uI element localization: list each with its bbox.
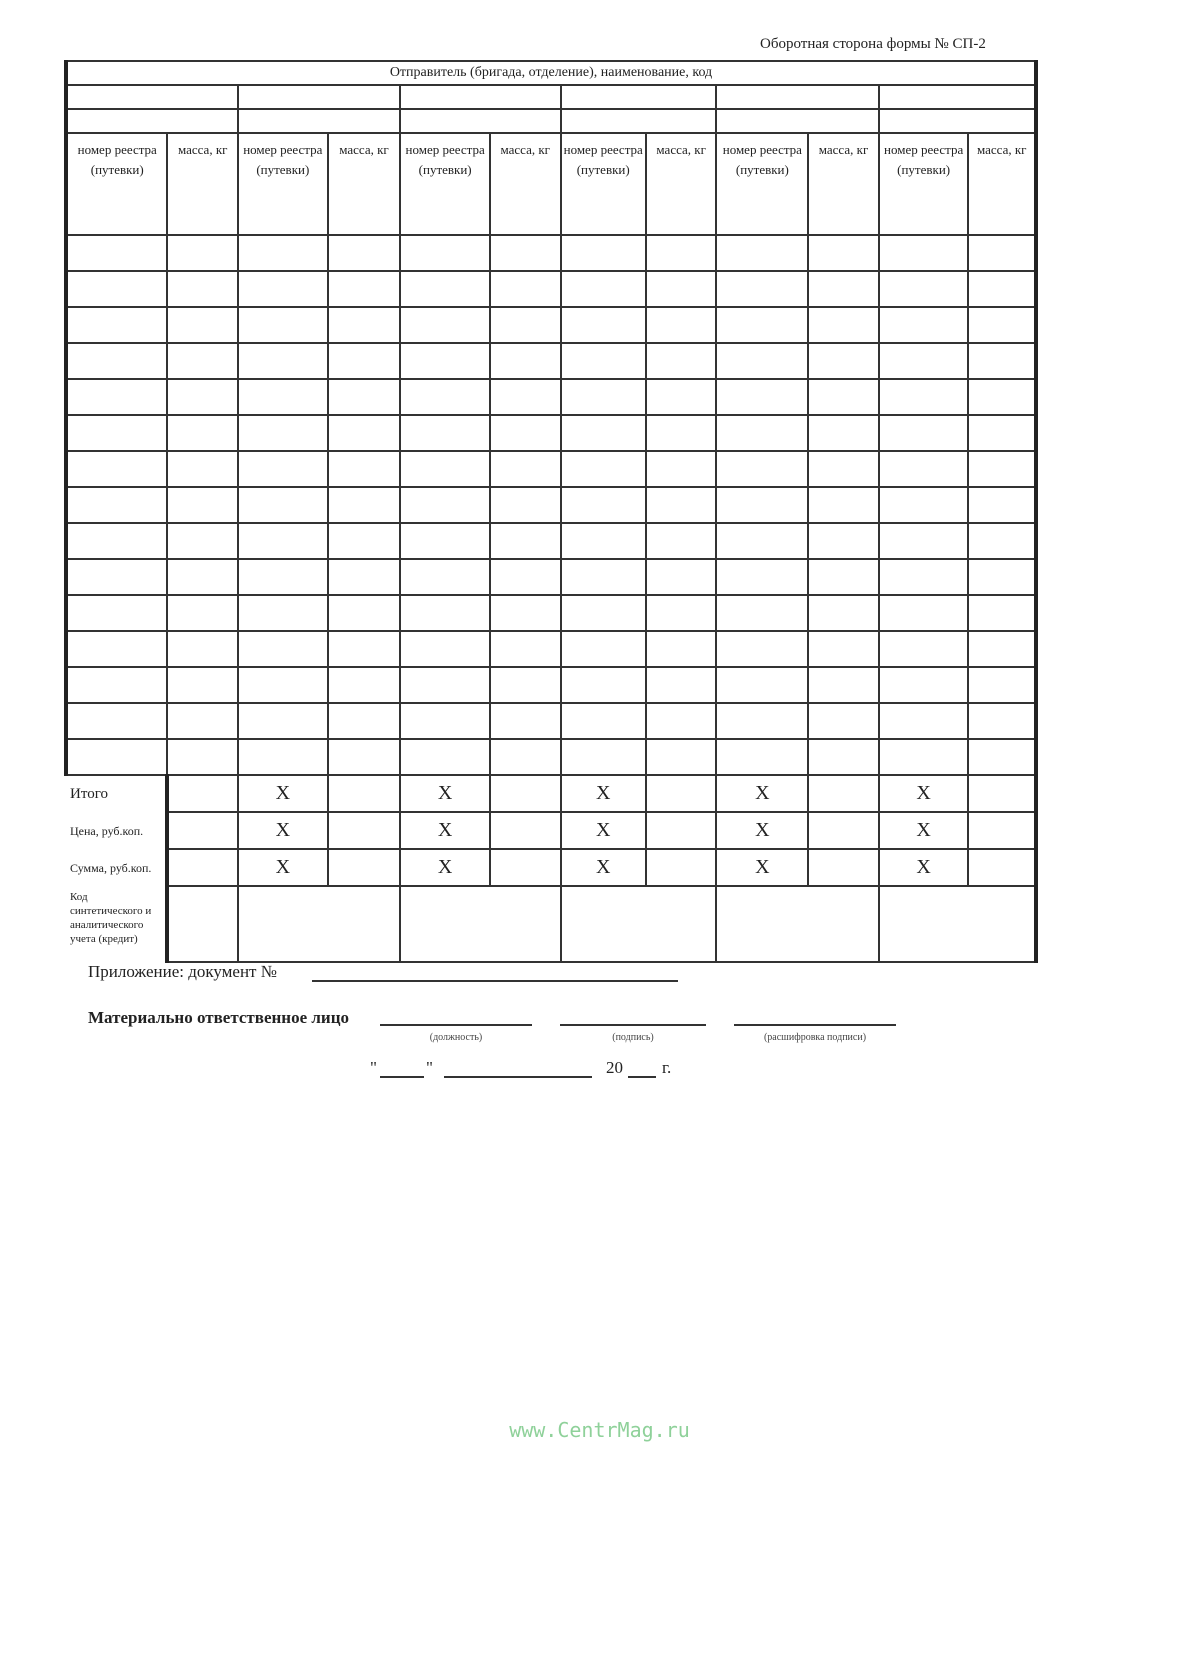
table-cell <box>167 631 237 667</box>
table-cell <box>400 631 490 667</box>
sender-cell <box>561 85 717 109</box>
table-row <box>66 487 1036 523</box>
table-cell <box>808 235 878 271</box>
table-cell <box>561 559 646 595</box>
sum-cell <box>167 812 237 849</box>
date-quote-close: " <box>426 1058 433 1077</box>
sum-cell <box>808 812 878 849</box>
sender-cell <box>561 109 717 133</box>
attachment-label: Приложение: документ № <box>88 962 277 981</box>
x-mark: Х <box>400 775 490 812</box>
table-cell <box>968 271 1036 307</box>
table-cell <box>490 415 560 451</box>
table-cell <box>66 739 167 775</box>
table-cell <box>879 235 969 271</box>
table-row <box>66 631 1036 667</box>
table-cell <box>646 631 716 667</box>
table-cell <box>808 739 878 775</box>
table-cell <box>238 595 328 631</box>
table-cell <box>66 235 167 271</box>
column-header-number: номер реестра (путевки) <box>716 133 808 235</box>
table-cell <box>238 235 328 271</box>
table-cell <box>561 235 646 271</box>
table-cell <box>66 559 167 595</box>
table-cell <box>808 595 878 631</box>
table-cell <box>646 271 716 307</box>
table-cell <box>238 307 328 343</box>
table-cell <box>968 415 1036 451</box>
table-cell <box>716 703 808 739</box>
watermark: www.CentrMag.ru <box>509 1418 690 1442</box>
table-cell <box>400 739 490 775</box>
x-mark: Х <box>400 812 490 849</box>
decoding-hint: (расшифровка подписи) <box>763 1032 867 1043</box>
table-cell <box>646 739 716 775</box>
table-cell <box>879 523 969 559</box>
table-cell <box>400 415 490 451</box>
table-cell <box>400 343 490 379</box>
column-header-number: номер реестра (путевки) <box>238 133 328 235</box>
table-cell <box>879 307 969 343</box>
table-cell <box>879 703 969 739</box>
table-cell <box>238 451 328 487</box>
table-cell <box>167 235 237 271</box>
table-row <box>66 703 1036 739</box>
table-cell <box>400 451 490 487</box>
table-cell <box>808 343 878 379</box>
table-cell <box>968 595 1036 631</box>
sum-cell <box>490 849 560 886</box>
table-cell <box>879 343 969 379</box>
table-cell <box>167 271 237 307</box>
table-cell <box>66 595 167 631</box>
table-cell <box>561 343 646 379</box>
sum-cell <box>968 849 1036 886</box>
code-cell <box>879 886 1036 962</box>
sender-cell <box>879 85 1036 109</box>
table-cell <box>968 235 1036 271</box>
x-mark: Х <box>400 849 490 886</box>
table-cell <box>716 739 808 775</box>
table-cell <box>238 415 328 451</box>
table-cell <box>238 631 328 667</box>
table-cell <box>716 559 808 595</box>
column-header-number: номер реестра (путевки) <box>879 133 969 235</box>
table-row <box>66 667 1036 703</box>
table-cell <box>646 343 716 379</box>
table-cell <box>561 703 646 739</box>
table-row <box>66 739 1036 775</box>
x-mark: Х <box>879 849 969 886</box>
table-cell <box>646 559 716 595</box>
column-header-mass: масса, кг <box>328 133 401 235</box>
table-cell <box>968 667 1036 703</box>
table-cell <box>646 703 716 739</box>
signature-hint: (подпись) <box>612 1032 654 1043</box>
x-mark: Х <box>716 812 808 849</box>
year-suffix: г. <box>662 1058 672 1077</box>
table-cell <box>238 559 328 595</box>
table-cell <box>808 667 878 703</box>
table-cell <box>328 667 401 703</box>
table-cell <box>490 739 560 775</box>
sender-cell <box>238 109 400 133</box>
table-cell <box>879 451 969 487</box>
year-line <box>628 1076 656 1078</box>
table-cell <box>490 235 560 271</box>
table-cell <box>238 379 328 415</box>
column-header-number: номер реестра (путевки) <box>400 133 490 235</box>
table-cell <box>716 523 808 559</box>
table-cell <box>716 307 808 343</box>
table-cell <box>646 487 716 523</box>
row-label-price: Цена, руб.коп. <box>70 823 144 838</box>
table-cell <box>167 739 237 775</box>
code-cell <box>167 886 237 962</box>
sum-cell <box>490 812 560 849</box>
table-cell <box>490 667 560 703</box>
table-cell <box>879 595 969 631</box>
table-cell <box>968 559 1036 595</box>
table-cell <box>328 271 401 307</box>
table-cell <box>561 307 646 343</box>
table-cell <box>400 487 490 523</box>
table-cell <box>808 559 878 595</box>
table-cell <box>328 595 401 631</box>
sender-cell <box>238 85 400 109</box>
day-line <box>380 1076 424 1078</box>
table-cell <box>66 379 167 415</box>
sender-cell <box>879 109 1036 133</box>
table-cell <box>716 235 808 271</box>
table-cell <box>716 487 808 523</box>
x-mark: Х <box>561 775 646 812</box>
x-mark: Х <box>879 812 969 849</box>
table-cell <box>646 451 716 487</box>
table-cell <box>490 703 560 739</box>
table-cell <box>328 307 401 343</box>
table-row <box>66 271 1036 307</box>
table-cell <box>490 379 560 415</box>
table-title: Отправитель (бригада, отделение), наименование, код <box>66 61 1036 85</box>
table-cell <box>167 307 237 343</box>
sum-cell <box>490 775 560 812</box>
table-cell <box>490 487 560 523</box>
table-cell <box>808 487 878 523</box>
position-hint: (должность) <box>429 1032 483 1043</box>
code-cell <box>561 886 717 962</box>
table-cell <box>328 487 401 523</box>
table-cell <box>968 523 1036 559</box>
table-cell <box>490 523 560 559</box>
sum-cell <box>808 849 878 886</box>
sum-cell <box>646 849 716 886</box>
table-cell <box>400 235 490 271</box>
x-mark: Х <box>879 775 969 812</box>
table-cell <box>66 307 167 343</box>
x-mark: Х <box>716 775 808 812</box>
table-cell <box>167 595 237 631</box>
table-cell <box>561 739 646 775</box>
table-cell <box>490 595 560 631</box>
sum-cell <box>808 775 878 812</box>
sender-cell <box>400 109 560 133</box>
table-cell <box>808 523 878 559</box>
attachment-line <box>312 980 678 982</box>
table-cell <box>400 379 490 415</box>
table-cell <box>879 415 969 451</box>
table-cell <box>968 631 1036 667</box>
table-cell <box>561 631 646 667</box>
table-cell <box>879 667 969 703</box>
table-cell <box>328 235 401 271</box>
table-cell <box>400 271 490 307</box>
month-line <box>444 1076 592 1078</box>
column-header-mass: масса, кг <box>968 133 1036 235</box>
x-mark: Х <box>561 849 646 886</box>
table-cell <box>646 307 716 343</box>
table-cell <box>400 667 490 703</box>
table-cell <box>167 523 237 559</box>
table-cell <box>808 271 878 307</box>
table-cell <box>968 739 1036 775</box>
table-cell <box>328 739 401 775</box>
table-row <box>66 343 1036 379</box>
table-cell <box>66 703 167 739</box>
table-row <box>66 523 1036 559</box>
table-cell <box>646 523 716 559</box>
sender-cell <box>716 109 878 133</box>
table-cell <box>716 595 808 631</box>
table-cell <box>968 343 1036 379</box>
table-cell <box>238 487 328 523</box>
table-cell <box>238 703 328 739</box>
table-cell <box>167 667 237 703</box>
decoding-line <box>734 1024 896 1026</box>
table-cell <box>561 379 646 415</box>
table-cell <box>238 667 328 703</box>
sum-cell <box>167 849 237 886</box>
table-cell <box>238 739 328 775</box>
table-cell <box>561 487 646 523</box>
table-cell <box>167 487 237 523</box>
table-cell <box>968 379 1036 415</box>
column-header-mass: масса, кг <box>646 133 716 235</box>
sum-cell <box>646 775 716 812</box>
table-cell <box>66 487 167 523</box>
table-cell <box>879 739 969 775</box>
table-cell <box>167 343 237 379</box>
table-cell <box>808 415 878 451</box>
table-cell <box>400 523 490 559</box>
form-caption: Оборотная сторона формы № СП-2 <box>760 36 986 52</box>
position-line <box>380 1024 532 1026</box>
table-cell <box>716 415 808 451</box>
table-cell <box>167 451 237 487</box>
table-cell <box>968 307 1036 343</box>
x-mark: Х <box>716 849 808 886</box>
table-cell <box>328 343 401 379</box>
table-cell <box>490 451 560 487</box>
table-cell <box>238 523 328 559</box>
table-cell <box>879 559 969 595</box>
sender-cell <box>716 85 878 109</box>
x-mark: Х <box>238 849 328 886</box>
table-cell <box>328 631 401 667</box>
table-cell <box>808 703 878 739</box>
table-cell <box>561 523 646 559</box>
responsible-label: Материально ответственное лицо <box>88 1008 350 1027</box>
table-cell <box>490 307 560 343</box>
table-cell <box>66 343 167 379</box>
table-cell <box>66 667 167 703</box>
table-cell <box>879 487 969 523</box>
column-header-mass: масса, кг <box>490 133 560 235</box>
sender-cell <box>66 109 238 133</box>
table-cell <box>490 343 560 379</box>
table-row <box>66 235 1036 271</box>
table-cell <box>238 343 328 379</box>
row-label-code: Код синтетического и аналитического учета (кредит) <box>70 891 152 945</box>
table-cell <box>238 271 328 307</box>
table-cell <box>646 667 716 703</box>
table-cell <box>716 631 808 667</box>
table-row <box>66 379 1036 415</box>
form-table <box>64 60 1038 963</box>
table-cell <box>561 451 646 487</box>
table-cell <box>400 595 490 631</box>
table-cell <box>167 379 237 415</box>
table-cell <box>561 667 646 703</box>
sum-cell <box>646 812 716 849</box>
column-header-mass: масса, кг <box>167 133 237 235</box>
table-cell <box>328 523 401 559</box>
sender-cell <box>66 85 238 109</box>
column-header-number: номер реестра (путевки) <box>66 133 167 235</box>
table-cell <box>879 631 969 667</box>
table-cell <box>167 415 237 451</box>
row-label-total: Итого <box>70 786 108 802</box>
x-mark: Х <box>238 775 328 812</box>
table-row <box>66 559 1036 595</box>
table-row <box>66 595 1036 631</box>
table-cell <box>968 487 1036 523</box>
table-cell <box>879 379 969 415</box>
table-cell <box>328 451 401 487</box>
table-cell <box>808 379 878 415</box>
table-cell <box>561 595 646 631</box>
table-cell <box>400 703 490 739</box>
table-row <box>66 307 1036 343</box>
date-quote-open: " <box>370 1058 377 1077</box>
table-cell <box>716 343 808 379</box>
table-row <box>66 415 1036 451</box>
table-cell <box>646 415 716 451</box>
sum-cell <box>328 849 401 886</box>
table-cell <box>968 451 1036 487</box>
table-cell <box>808 307 878 343</box>
table-cell <box>400 307 490 343</box>
table-cell <box>328 415 401 451</box>
table-cell <box>646 595 716 631</box>
table-cell <box>328 703 401 739</box>
column-header-number: номер реестра (путевки) <box>561 133 646 235</box>
table-row <box>66 451 1036 487</box>
table-cell <box>716 667 808 703</box>
code-cell <box>400 886 560 962</box>
sum-cell <box>167 775 237 812</box>
table-cell <box>808 451 878 487</box>
sum-cell <box>968 812 1036 849</box>
table-cell <box>328 379 401 415</box>
table-cell <box>328 559 401 595</box>
table-cell <box>167 559 237 595</box>
x-mark: Х <box>238 812 328 849</box>
table-cell <box>490 271 560 307</box>
table-cell <box>561 271 646 307</box>
table-cell <box>808 631 878 667</box>
table-cell <box>66 415 167 451</box>
table-cell <box>879 271 969 307</box>
table-cell <box>646 379 716 415</box>
table-cell <box>66 631 167 667</box>
table-cell <box>167 703 237 739</box>
sum-cell <box>328 812 401 849</box>
sum-cell <box>328 775 401 812</box>
x-mark: Х <box>561 812 646 849</box>
sender-cell <box>400 85 560 109</box>
table-cell <box>66 271 167 307</box>
table-cell <box>716 451 808 487</box>
table-cell <box>968 703 1036 739</box>
table-cell <box>490 631 560 667</box>
table-cell <box>490 559 560 595</box>
table-cell <box>400 559 490 595</box>
year-prefix: 20 <box>606 1058 623 1077</box>
signature-line <box>560 1024 706 1026</box>
code-cell <box>238 886 400 962</box>
table-cell <box>716 379 808 415</box>
table-cell <box>716 271 808 307</box>
code-cell <box>716 886 878 962</box>
column-header-mass: масса, кг <box>808 133 878 235</box>
table-cell <box>646 235 716 271</box>
table-cell <box>66 451 167 487</box>
sum-cell <box>968 775 1036 812</box>
row-label-sum: Сумма, руб.коп. <box>70 860 152 875</box>
table-cell <box>561 415 646 451</box>
table-cell <box>66 523 167 559</box>
